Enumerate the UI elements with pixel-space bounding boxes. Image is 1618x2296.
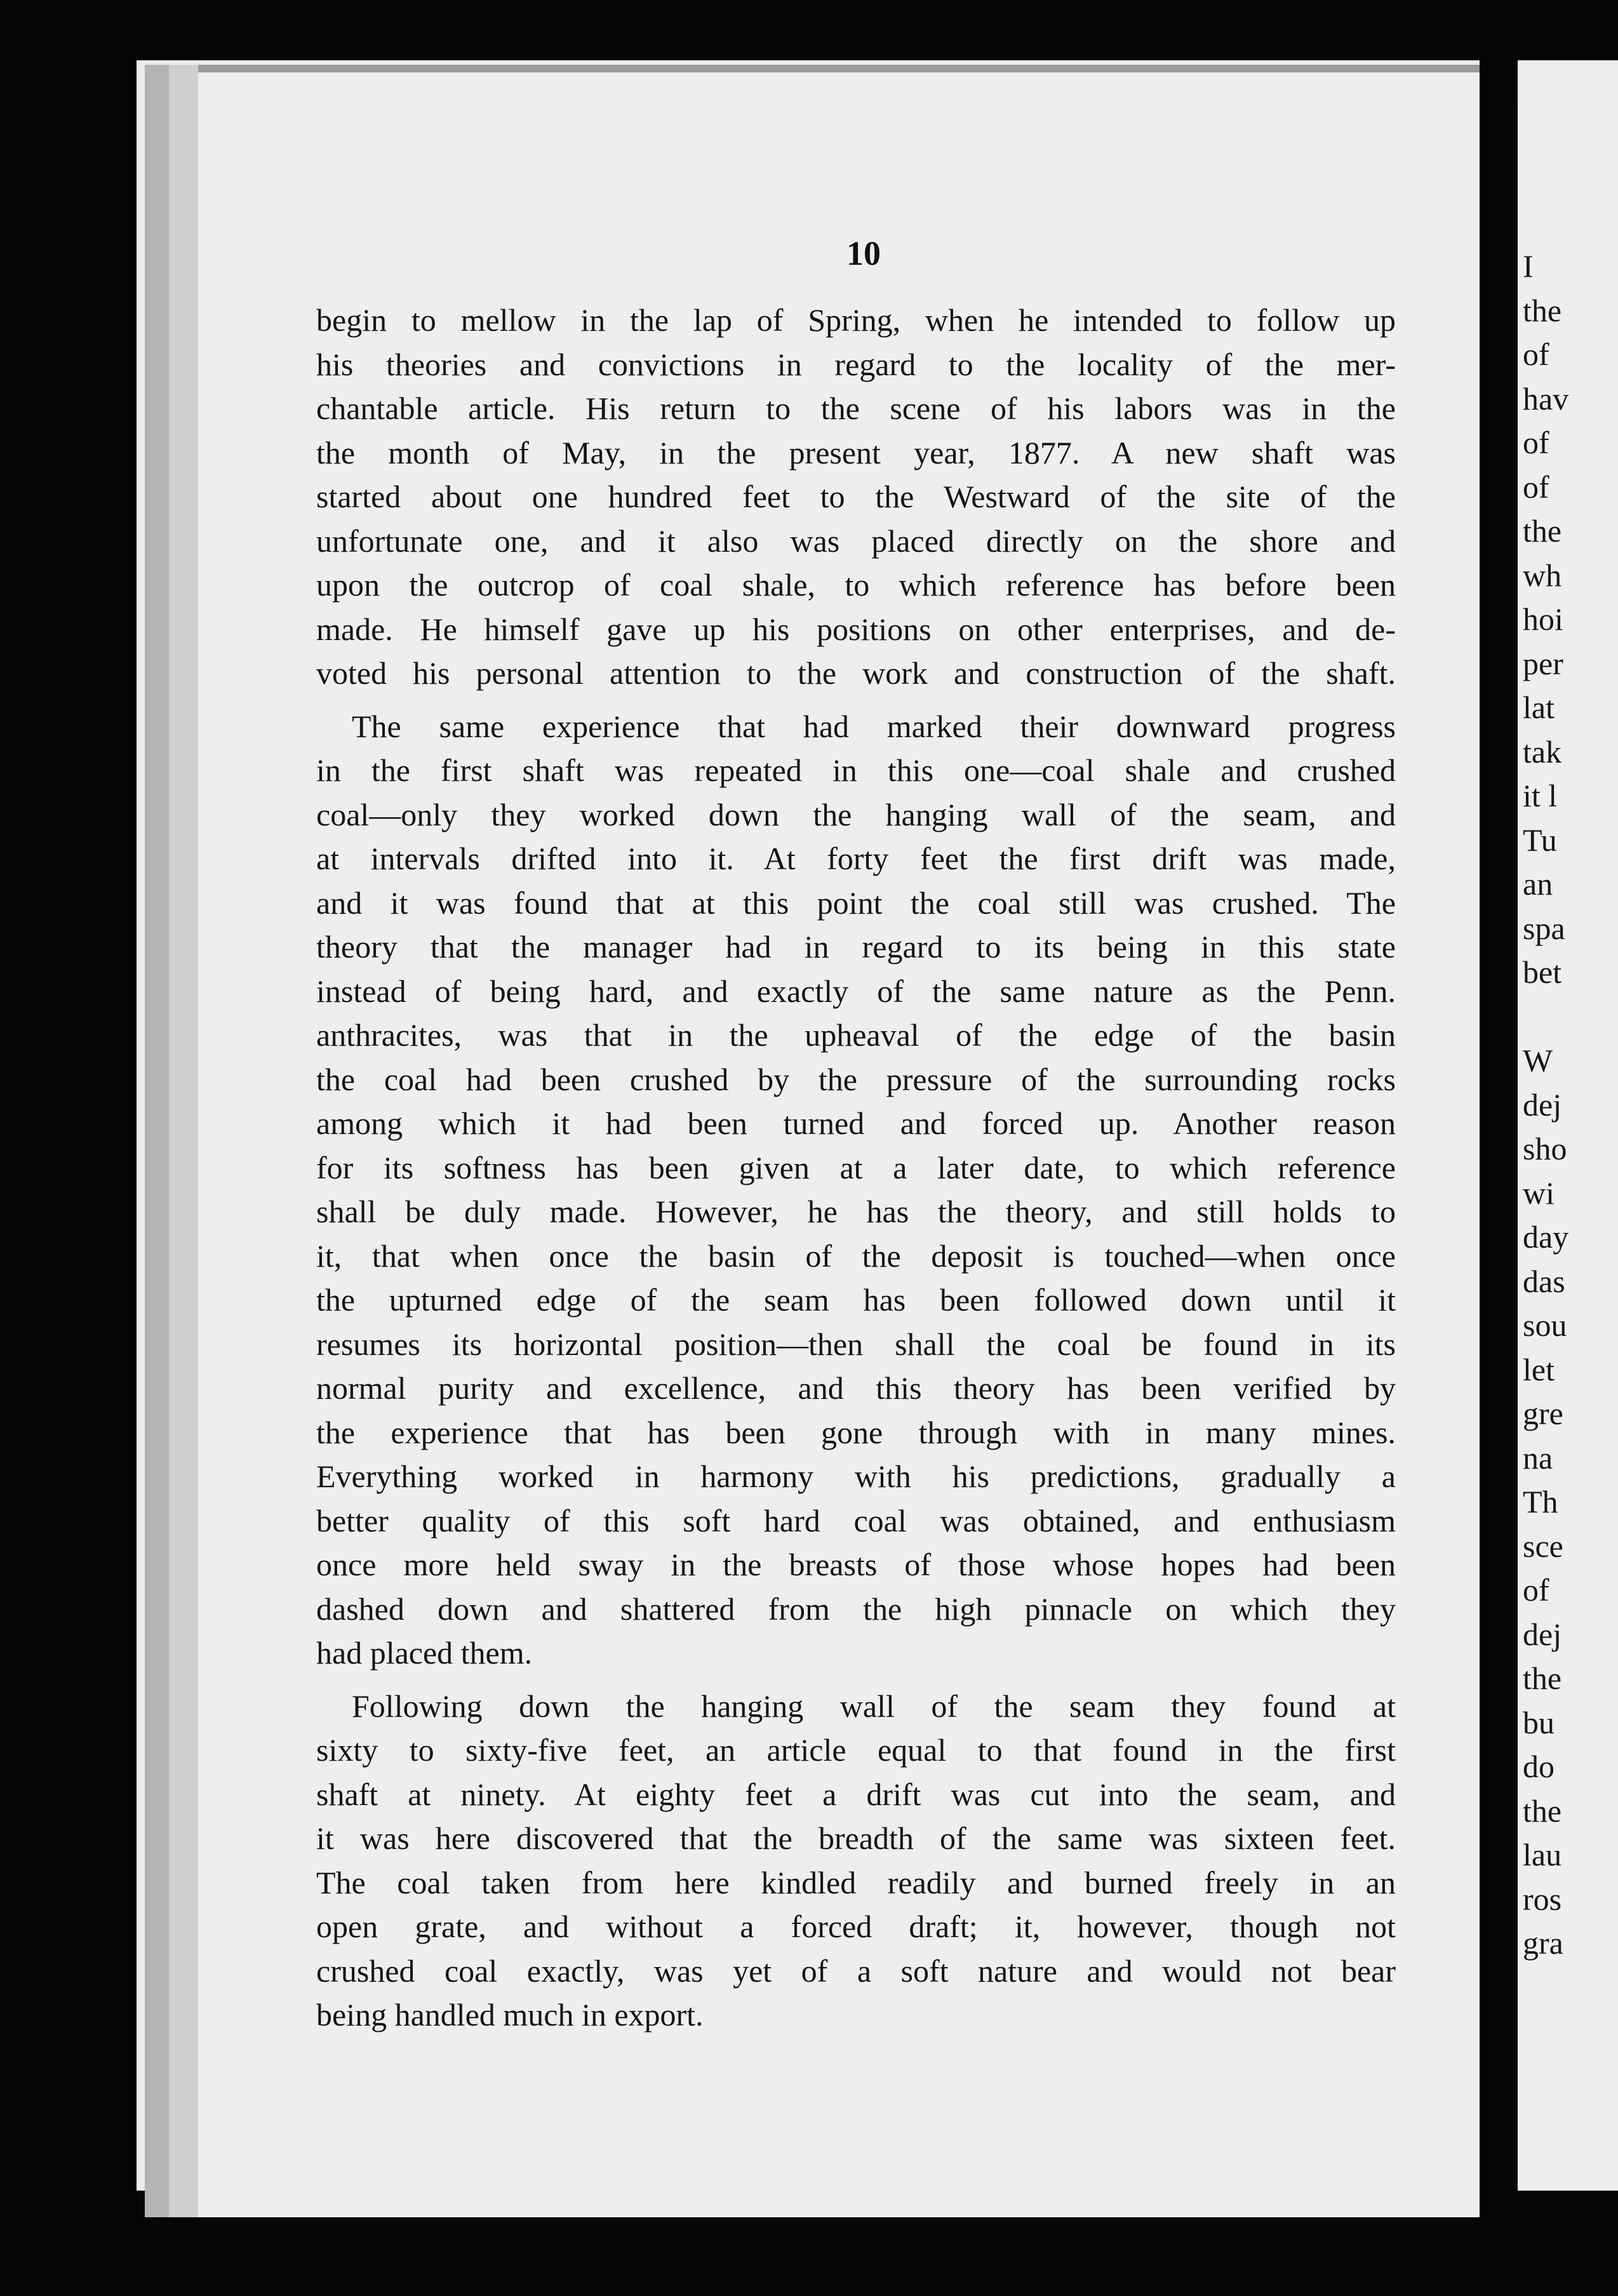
book-gutter xyxy=(1480,0,1518,2296)
facing-page-text-fragment: dej xyxy=(1523,1616,1562,1652)
text-line: resumes its horizontal position—then shall the coal be found in its xyxy=(316,1326,1396,1362)
facing-page-text-fragment: of xyxy=(1523,425,1549,460)
facing-page-text-fragment: hoi xyxy=(1523,601,1563,637)
facing-page-text-fragment: Th xyxy=(1523,1484,1558,1519)
text-line: chantable article. His return to the scene of his labors was in the xyxy=(316,390,1396,426)
facing-page-text-fragment: the xyxy=(1523,1792,1562,1829)
text-line: had placed them. xyxy=(316,1635,533,1671)
book-page-right-fragment xyxy=(1518,102,1618,2191)
facing-page-text-fragment: I xyxy=(1523,248,1534,284)
facing-page-text-fragment: the xyxy=(1523,1660,1562,1696)
text-line: among which it had been turned and forced up. Another reason xyxy=(316,1105,1396,1141)
text-line: for its softness has been given at a later date, to which reference xyxy=(316,1149,1396,1185)
text-line: The coal taken from here kindled readily and burned freely in an xyxy=(316,1864,1396,1900)
facing-page-text-fragment: sho xyxy=(1523,1131,1567,1166)
facing-page-text-fragment: the xyxy=(1523,513,1562,549)
paragraph xyxy=(316,705,1396,1676)
text-line: shaft at ninety. At eighty feet a drift was cut into the seam, and xyxy=(316,1776,1396,1812)
facing-page-text-fragment: gre xyxy=(1523,1396,1563,1431)
text-line: in the first shaft was repeated in this one—coal shale and crushed xyxy=(316,752,1396,788)
text-line: the upturned edge of the seam has been followed down until it xyxy=(316,1282,1396,1318)
facing-page-text-fragment: let xyxy=(1523,1351,1554,1387)
page-binding-shadow xyxy=(169,65,198,2217)
text-line: his theories and convictions in regard to the locality of the mer- xyxy=(316,346,1396,382)
text-line: the coal had been crushed by the pressure of the surrounding rocks xyxy=(316,1061,1396,1097)
facing-page-text-fragment: bet xyxy=(1523,954,1562,990)
facing-page-text-fragment: W xyxy=(1523,1043,1553,1078)
text-line: at intervals drifted into it. At forty feet the first drift was made, xyxy=(316,841,1396,876)
page-number: 10 xyxy=(846,234,881,272)
text-line: better quality of this soft hard coal was obtained, and enthusiasm xyxy=(316,1502,1396,1538)
facing-page-text-fragment: lau xyxy=(1523,1837,1562,1872)
text-line: normal purity and excellence, and this theory has been verified by xyxy=(316,1370,1396,1406)
text-line: made. He himself gave up his positions on other enterprises, and de- xyxy=(316,611,1396,647)
text-line: anthracites, was that in the upheaval of the edge of the basin xyxy=(316,1017,1396,1053)
facing-page-text-fragment: spa xyxy=(1523,910,1565,946)
facing-page-text-fragment: sou xyxy=(1523,1307,1567,1343)
facing-page-text-fragment: lat xyxy=(1523,690,1554,725)
text-line: it, that when once the basin of the deposit is touched—when once xyxy=(316,1238,1396,1274)
text-line: dashed down and shattered from the high pinnacle on which they xyxy=(316,1591,1396,1627)
text-line: shall be duly made. However, he has the theory, and still holds to xyxy=(316,1194,1396,1229)
facing-page-text-fragment: of xyxy=(1523,469,1549,505)
facing-page-text-fragment: day xyxy=(1523,1219,1569,1255)
text-line: instead of being hard, and exactly of the same nature as the Penn. xyxy=(316,973,1396,1009)
facing-page-text-fragment: na xyxy=(1523,1439,1553,1476)
facing-page-text-fragment: gra xyxy=(1523,1925,1563,1961)
text-line: The same experience that had marked their downward progress xyxy=(352,708,1396,744)
paragraph xyxy=(316,298,1396,696)
facing-page-text-fragment: dej xyxy=(1523,1086,1562,1123)
facing-page-text-fragment: sce xyxy=(1523,1528,1563,1564)
text-line: begin to mellow in the lap of Spring, when he intended to follow up xyxy=(316,302,1396,338)
text-line: crushed coal exactly, was yet of a soft nature and would not bear xyxy=(316,1952,1396,1989)
text-line: it was here discovered that the breadth of the same was sixteen feet. xyxy=(316,1820,1396,1856)
facing-page-text-fragment: Tu xyxy=(1523,822,1557,858)
facing-page-text-fragment: the xyxy=(1523,292,1562,328)
text-line: the experience that has been gone through with in many mines. xyxy=(316,1414,1396,1450)
text-line: unfortunate one, and it also was placed directly on the shore and xyxy=(316,523,1396,559)
text-line: sixty to sixty-five feet, an article equal to that found in the first xyxy=(316,1732,1396,1768)
text-line: once more held sway in the breasts of those whose hopes had been xyxy=(316,1547,1396,1582)
facing-page-text-fragment: do xyxy=(1523,1749,1554,1784)
facing-page-text-fragment: it l xyxy=(1523,778,1558,813)
facing-page-text-fragment: of xyxy=(1523,1572,1549,1608)
text-line: the month of May, in the present year, 1877. A new shaft was xyxy=(316,434,1396,471)
page-body-text xyxy=(316,298,1396,2038)
text-line: voted his personal attention to the work and construction of the shaft. xyxy=(316,655,1396,691)
text-line: being handled much in export. xyxy=(316,1997,704,2032)
text-line: open grate, and without a forced draft; it, however, though not xyxy=(316,1909,1396,1944)
text-line: coal—only they worked down the hanging wall of the seam, and xyxy=(316,796,1396,832)
text-line: and it was found that at this point the coal still was crushed. The xyxy=(316,884,1396,921)
scan-border-top xyxy=(0,0,1618,60)
paragraph xyxy=(316,1685,1396,2038)
facing-page-text-fragment: tak xyxy=(1523,733,1562,770)
facing-page-text-fragment: hav xyxy=(1523,380,1569,417)
text-line: Everything worked in harmony with his predictions, gradually a xyxy=(316,1458,1396,1494)
facing-page-text-fragment: ros xyxy=(1523,1881,1562,1917)
facing-page-text-fragment: wh xyxy=(1523,557,1562,593)
facing-page-text-fragment: of xyxy=(1523,337,1549,372)
facing-page-text-fragment: per xyxy=(1523,645,1563,681)
text-line: upon the outcrop of coal shale, to which reference has before been xyxy=(316,567,1396,603)
facing-page-text-fragment: bu xyxy=(1523,1704,1554,1740)
page-edge xyxy=(169,65,1480,72)
text-line: Following down the hanging wall of the seam they found at xyxy=(352,1688,1396,1724)
scan-border-left xyxy=(0,0,137,2296)
facing-page-text-fragment: wi xyxy=(1523,1175,1554,1211)
text-line: theory that the manager had in regard to its being in this state xyxy=(316,929,1396,964)
text-line: started about one hundred feet to the Westward of the site of the xyxy=(316,479,1396,514)
facing-page-text-fragment: an xyxy=(1523,866,1553,902)
facing-page-text-fragment: das xyxy=(1523,1263,1565,1299)
